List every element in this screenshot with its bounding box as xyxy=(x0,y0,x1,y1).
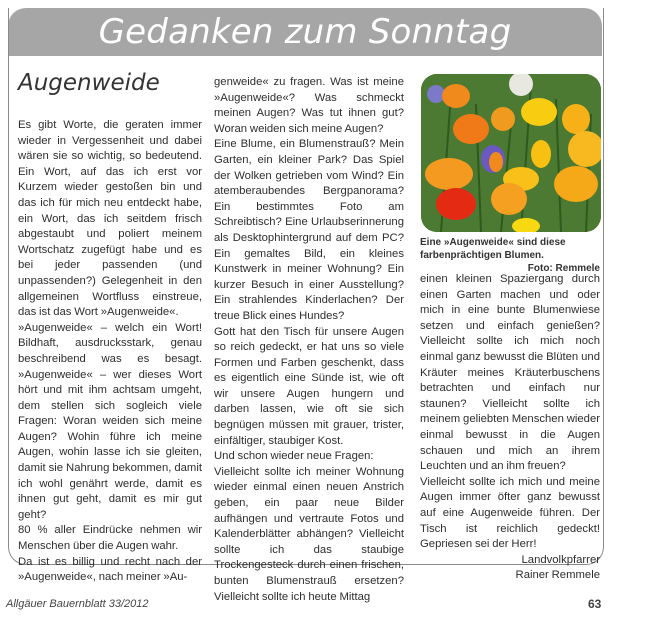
flower-image xyxy=(421,74,601,232)
publication-name: Allgäuer Bauernblatt 33/2012 xyxy=(6,598,149,610)
paragraph: einen kleinen Spaziergang durch einen Garten machen und oder mich in eine bunte Blumenwiese setzen und einfach genießen? Vielleicht sollte ich mich noch einmal ganz bewusst die Blüten und Kräuter meines Kräuterbuschens betrachten und einfach nur staunen? Vielleicht sollte ich meinem geliebten Menschen wieder einmal bewusst in die Augen schauen und mich an ihrem Leuchten und an ihm freuen? xyxy=(420,273,600,473)
paragraph: Es gibt Worte, die geraten immer wieder in Vergessenheit und dabei wären sie so wichtig, so bedeutend. Ein Wort, auf das ich erst vor Kurzem wieder gestoßen bin und das ich für mich neu entdeckt habe, ein Wort, das ich seitdem frisch abgestaubt und poliert meinem Wortschatz zugefügt habe und es bei jeder passenden (und unpassenden?) Gelegenheit in den allgemeinen Wortfluss einstreue, das ist das Wort »Augenweide«. xyxy=(18,119,202,319)
paragraph: Da ist es billig und recht nach der »Augenweide«, nach meiner »Au- xyxy=(18,555,202,584)
article-headline: Augenweide xyxy=(18,70,160,96)
author-name: Rainer Remmele xyxy=(515,569,600,582)
section-title: Gedanken zum Sonntag xyxy=(98,12,512,52)
photo-credit: Foto: Remmele xyxy=(527,263,600,274)
paragraph: genweide« zu fragen. Was ist meine »Augenweide«? Was schmeckt meinen Augen? Was tut ihnen gut? Woran weiden sich meine Augen? xyxy=(214,76,404,135)
paragraph: »Augenweide« – welch ein Wort! Bildhaft, ausdrucksstark, genau beschreibend was es besagt. »Augenweide« – wer dieses Wort hört und mit ihm achtsam umgeht, dem stellen sich sogleich viele Fragen: Woran weiden sich meine Augen? Wohin führe ich meine Augen, wohin lasse ich sie gleiten, damit sie Nahrung bekommen, damit ich wohl genährt werde, damit es ihnen gut geht, damit es mir gut geht? xyxy=(18,321,202,521)
author-title: Landvolkpfarrer xyxy=(521,553,600,566)
text-column-1 xyxy=(18,118,202,586)
paragraph: 80 % aller Eindrücke nehmen wir Menschen über die Augen wahr. xyxy=(18,524,202,553)
paragraph: Und schon wieder neue Fragen: xyxy=(214,450,374,463)
paragraph: Eine Blume, ein Blumenstrauß? Mein Garten, ein kleiner Park? Das Spiel der Wolken getrieben vom Wind? Ein atemberaubendes Bergpanorama? Ein bestimmtes Foto am Schreibtisch? Eine Urlaubserinnerung als Desktophintergrund auf dem PC? Ein gemaltes Bild, ein kleines Kunstwerk in meiner Wohnung? Ein kurzer Besuch in einer Ausstellung? Ein strahlendes Kinderlachen? Der treue Blick eines Hundes? xyxy=(214,138,404,322)
paragraph: Gott hat den Tisch für unsere Augen so reich gedeckt, er hat uns so viele Formen und Farben geschenkt, dass es eigentlich eine Sünde ist, wie oft wir unsere Augen hungern und darben lassen, wie oft sie sich begnügen müssen mit grauer, trister, einfältiger, staubiger Kost. xyxy=(214,325,404,447)
page-number: 63 xyxy=(588,597,602,611)
caption-text: Eine »Augenweide« sind diese farbenprächtigen Blumen. xyxy=(420,237,566,261)
text-column-3 xyxy=(420,272,600,584)
text-column-2 xyxy=(214,75,404,605)
paragraph: Vielleicht sollte ich meiner Wohnung wieder einmal einen neuen Anstrich geben, ein paar neue Bilder aufhängen und vertraute Fotos und Kalenderblätter abhängen? Vielleicht sollte ich das staubige Trockengesteck durch einen frischen, bunten Blumenstrauß ersetzen? Vielleicht sollte ich heute Mittag xyxy=(214,465,404,603)
paragraph: Vielleicht sollte ich mich und meine Augen immer öfter ganz bewusst auf eine Augenweide führen. Der Tisch ist reichlich gedeckt! Gepriesen sei der Herr! xyxy=(420,475,600,551)
flower-meadow-photo xyxy=(421,74,601,232)
photo-caption xyxy=(420,236,600,274)
